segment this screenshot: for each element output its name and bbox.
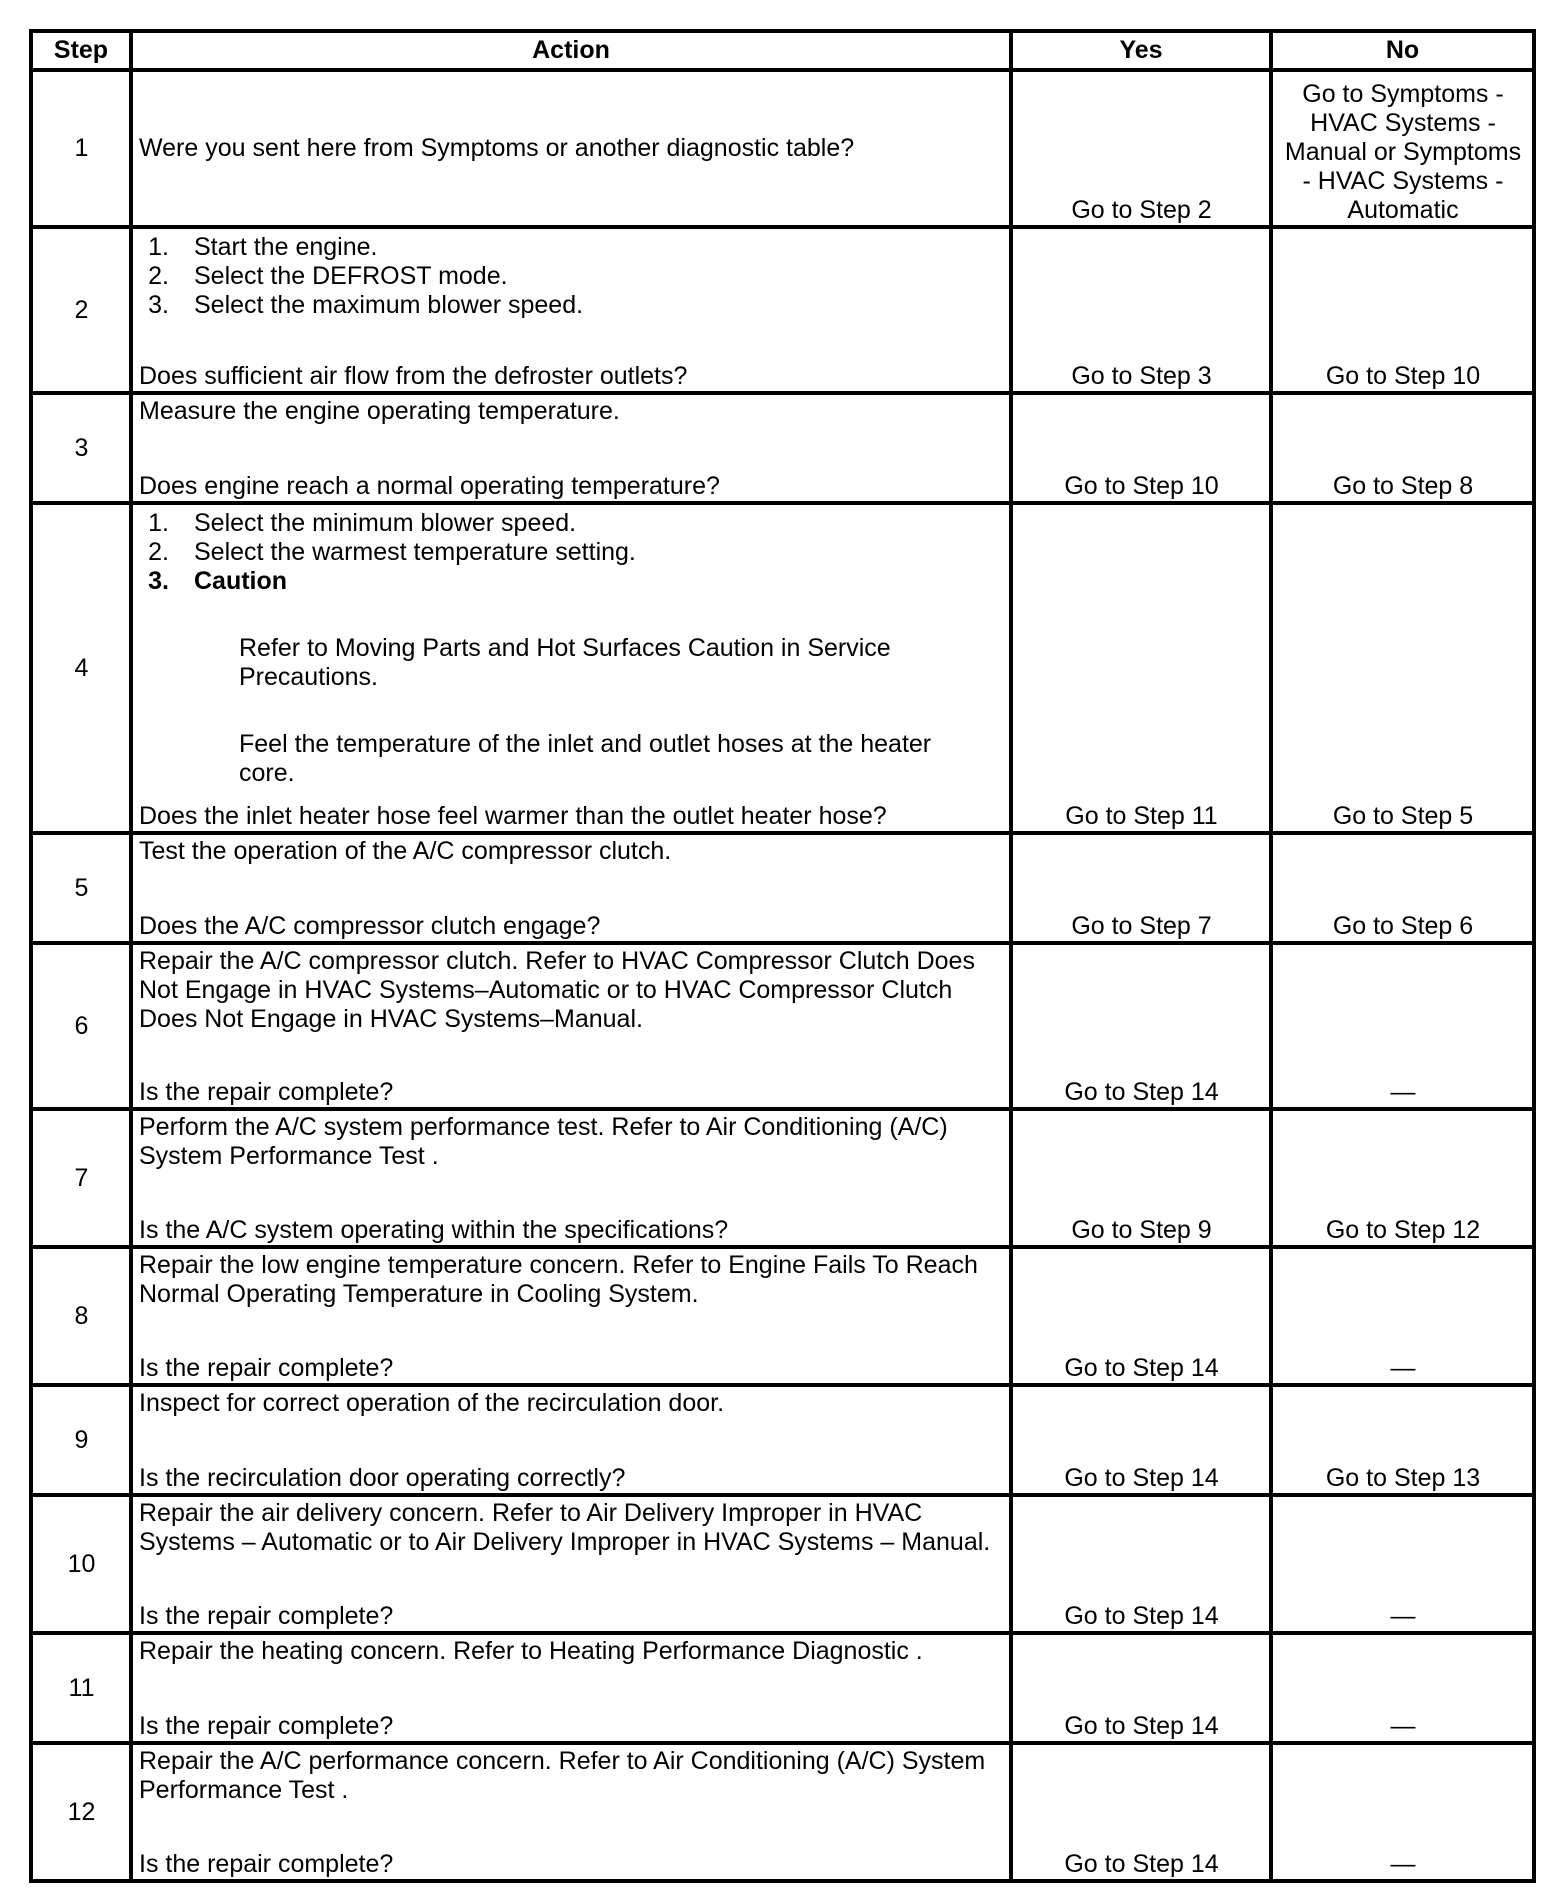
step-number: 8	[31, 1247, 131, 1385]
question-text: Is the repair complete?	[139, 1850, 394, 1878]
table-row	[31, 1743, 1534, 1881]
question-text: Does engine reach a normal operating temperature?	[139, 472, 720, 500]
header-step: Step	[31, 31, 131, 70]
action-text: Inspect for correct operation of the recirculation door.	[139, 1389, 725, 1417]
action-cell	[131, 393, 1011, 503]
action-text: Repair the A/C compressor clutch. Refer to HVAC Compressor Clutch Does Not Engage in HVAC Systems–Automatic or to HVAC Compressor Clutch Does Not Engage in HVAC Systems–Manual.	[139, 947, 975, 1033]
yes-cell: Go to Step 14	[1011, 1633, 1271, 1743]
list-item: Start the engine.	[194, 233, 378, 261]
table-row	[31, 503, 1534, 833]
question-text: Is the recirculation door operating correctly?	[139, 1464, 626, 1492]
yes-cell: Go to Step 10	[1011, 393, 1271, 503]
procedure-list	[139, 233, 1004, 320]
question-text: Is the repair complete?	[139, 1078, 394, 1106]
yes-cell: Go to Step 14	[1011, 1495, 1271, 1633]
action-text: Perform the A/C system performance test. Refer to Air Conditioning (A/C) System Performance Test .	[139, 1113, 948, 1170]
question-text: Does the A/C compressor clutch engage?	[139, 912, 601, 940]
yes-cell: Go to Step 14	[1011, 943, 1271, 1109]
no-cell: Go to Step 12	[1271, 1109, 1534, 1247]
procedure-list	[139, 509, 1004, 596]
yes-cell: Go to Step 14	[1011, 1385, 1271, 1495]
yes-cell: Go to Step 7	[1011, 833, 1271, 943]
table-row	[31, 1109, 1534, 1247]
no-cell: Go to Step 13	[1271, 1385, 1534, 1495]
no-cell: —	[1271, 943, 1534, 1109]
question-text: Is the repair complete?	[139, 1602, 394, 1630]
question-text: Is the A/C system operating within the specifications?	[139, 1216, 729, 1244]
action-text: Repair the air delivery concern. Refer to Air Delivery Improper in HVAC Systems – Automatic or to Air Delivery Improper in HVAC Systems – Manual.	[139, 1499, 991, 1556]
yes-cell: Go to Step 11	[1011, 503, 1271, 833]
caution-label: Caution	[194, 567, 288, 595]
table-row	[31, 1385, 1534, 1495]
table-row	[31, 70, 1534, 227]
header-yes: Yes	[1011, 31, 1271, 70]
action-cell	[131, 1247, 1011, 1385]
action-cell	[131, 227, 1011, 393]
step-number: 9	[31, 1385, 131, 1495]
yes-cell: Go to Step 2	[1011, 70, 1271, 227]
question-text: Is the repair complete?	[139, 1354, 394, 1382]
table-row	[31, 1633, 1534, 1743]
diagnostic-table	[29, 29, 1536, 1883]
no-cell: Go to Step 5	[1271, 503, 1534, 833]
header-row	[31, 31, 1534, 70]
action-cell	[131, 1109, 1011, 1247]
question-text: Were you sent here from Symptoms or another diagnostic table?	[139, 134, 855, 162]
step-number: 1	[31, 70, 131, 227]
step-number: 6	[31, 943, 131, 1109]
action-cell	[131, 1495, 1011, 1633]
no-cell: Go to Step 6	[1271, 833, 1534, 943]
no-cell: —	[1271, 1247, 1534, 1385]
step-number: 12	[31, 1743, 131, 1881]
table-row	[31, 393, 1534, 503]
action-cell	[131, 503, 1011, 833]
no-cell: —	[1271, 1743, 1534, 1881]
list-item: Select the maximum blower speed.	[194, 291, 584, 319]
header-no: No	[1271, 31, 1534, 70]
no-cell: —	[1271, 1495, 1534, 1633]
table-row	[31, 833, 1534, 943]
list-item: Select the DEFROST mode.	[194, 262, 508, 290]
action-text: Repair the heating concern. Refer to Heating Performance Diagnostic .	[139, 1637, 923, 1665]
action-text: Measure the engine operating temperature.	[139, 397, 620, 425]
action-text: Test the operation of the A/C compressor clutch.	[139, 837, 672, 865]
step-number: 3	[31, 393, 131, 503]
yes-cell: Go to Step 14	[1011, 1247, 1271, 1385]
question-text: Does sufficient air flow from the defroster outlets?	[139, 362, 688, 390]
no-cell: Go to Symptoms - HVAC Systems - Manual or Symptoms - HVAC Systems - Automatic	[1271, 70, 1534, 227]
yes-cell: Go to Step 14	[1011, 1743, 1271, 1881]
step-number: 2	[31, 227, 131, 393]
list-item: Select the warmest temperature setting.	[194, 538, 636, 566]
action-text: Repair the A/C performance concern. Refer to Air Conditioning (A/C) System Performance Test .	[139, 1747, 986, 1804]
caution-text: Refer to Moving Parts and Hot Surfaces Caution in Service Precautions.	[239, 634, 891, 691]
instruction-text: Feel the temperature of the inlet and outlet hoses at the heater core.	[239, 730, 932, 787]
action-cell	[131, 1385, 1011, 1495]
step-number: 7	[31, 1109, 131, 1247]
step-number: 11	[31, 1633, 131, 1743]
question-text: Does the inlet heater hose feel warmer than the outlet heater hose?	[139, 802, 887, 830]
yes-cell: Go to Step 9	[1011, 1109, 1271, 1247]
question-text: Is the repair complete?	[139, 1712, 394, 1740]
action-cell	[131, 70, 1011, 227]
step-number: 4	[31, 503, 131, 833]
table-row	[31, 1247, 1534, 1385]
no-cell: Go to Step 8	[1271, 393, 1534, 503]
step-number: 5	[31, 833, 131, 943]
header-action: Action	[131, 31, 1011, 70]
table-row	[31, 943, 1534, 1109]
list-item: Select the minimum blower speed.	[194, 509, 577, 537]
action-cell	[131, 943, 1011, 1109]
table-row	[31, 1495, 1534, 1633]
action-cell	[131, 833, 1011, 943]
action-cell	[131, 1633, 1011, 1743]
yes-cell: Go to Step 3	[1011, 227, 1271, 393]
action-text: Repair the low engine temperature concern. Refer to Engine Fails To Reach Normal Operating Temperature in Cooling System.	[139, 1251, 978, 1308]
step-number: 10	[31, 1495, 131, 1633]
no-cell: Go to Step 10	[1271, 227, 1534, 393]
action-cell	[131, 1743, 1011, 1881]
no-cell: —	[1271, 1633, 1534, 1743]
table-row	[31, 227, 1534, 393]
